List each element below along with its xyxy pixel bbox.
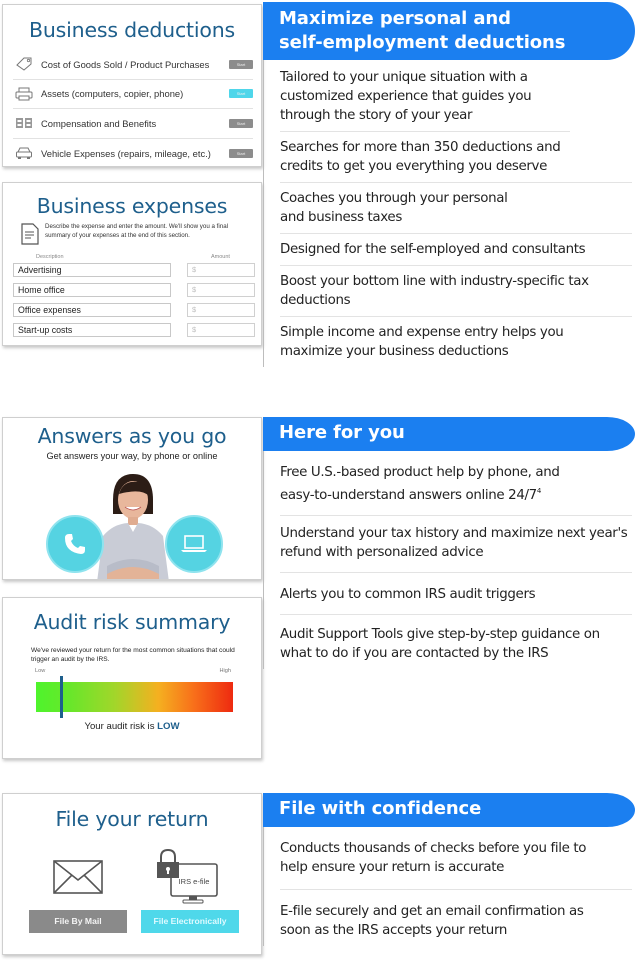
deduction-row-vehicle bbox=[13, 139, 253, 169]
card-title: Business expenses bbox=[36, 194, 228, 218]
feature-file-confidence bbox=[263, 793, 635, 946]
card-title: Audit risk summary bbox=[33, 610, 231, 634]
expense-amount-field[interactable]: $ bbox=[187, 283, 255, 297]
feature-item: Free U.S.-based product help by phone, and easy-to-understand answers online $24/7^4$ bbox=[280, 457, 632, 516]
audit-description: We've reviewed your return for the most common situations that could trigger an audit by the IRS. bbox=[31, 647, 235, 663]
business-deductions-card bbox=[2, 4, 262, 167]
svg-text:IRS e-file: IRS e-file bbox=[178, 877, 210, 886]
feature-item: Searches for more than 350 deductions and credits to get you everything you deserve bbox=[280, 132, 632, 183]
card-title: Answers as you go bbox=[37, 424, 227, 448]
audit-scale bbox=[35, 668, 231, 674]
expenses-description bbox=[21, 223, 251, 250]
column-header-amount: Amount bbox=[211, 254, 230, 260]
card-title: Business deductions bbox=[29, 18, 235, 42]
risk-marker bbox=[60, 676, 63, 718]
support-agent-photo bbox=[83, 470, 183, 580]
expenses-column-headers bbox=[3, 254, 261, 260]
start-button[interactable]: Start bbox=[229, 89, 253, 98]
expense-row bbox=[13, 323, 261, 337]
feature-item: Alerts you to common IRS audit triggers bbox=[280, 573, 632, 615]
compensation-icon bbox=[13, 115, 35, 131]
card-title: File your return bbox=[55, 807, 209, 831]
feature-list bbox=[263, 827, 635, 946]
feature-list bbox=[263, 60, 635, 367]
feature-item: Boost your bottom line with industry-specific tax deductions bbox=[280, 266, 632, 317]
feature-heading-banner bbox=[263, 2, 635, 60]
audit-risk-meter bbox=[36, 682, 233, 712]
audit-result-value: LOW bbox=[157, 721, 180, 732]
start-button[interactable]: Start bbox=[229, 149, 253, 158]
deduction-row-cogs bbox=[13, 50, 253, 80]
expense-row bbox=[13, 263, 261, 277]
footnote-marker: 4 bbox=[536, 487, 541, 495]
laptop-icon bbox=[180, 534, 208, 554]
deduction-row-assets bbox=[13, 80, 253, 110]
expense-amount-field[interactable]: $ bbox=[187, 303, 255, 317]
feature-heading: File with confidence bbox=[279, 798, 482, 819]
feature-item: E-file securely and get an email confirmation as soon as the IRS accepts your return bbox=[280, 904, 584, 938]
deduction-label: Vehicle Expenses (repairs, mileage, etc.) bbox=[41, 147, 211, 159]
feature-heading: Here for you bbox=[279, 422, 405, 443]
deductions-list bbox=[13, 50, 253, 168]
start-button[interactable]: Start bbox=[229, 119, 253, 128]
scale-low-label: Low bbox=[35, 668, 46, 674]
expense-description-field[interactable]: Office expenses bbox=[13, 303, 171, 317]
printer-icon bbox=[13, 86, 35, 102]
expense-amount-field[interactable]: $ bbox=[187, 263, 255, 277]
business-expenses-card bbox=[2, 182, 262, 346]
envelope-icon bbox=[53, 860, 103, 894]
document-icon bbox=[21, 223, 39, 250]
risk-gradient-bar bbox=[36, 682, 233, 712]
tag-icon bbox=[13, 56, 35, 72]
deduction-label: Cost of Goods Sold / Product Purchases bbox=[41, 58, 210, 70]
feature-item: Coaches you through your personal and business taxes bbox=[280, 183, 632, 234]
online-support-button[interactable] bbox=[165, 515, 223, 573]
feature-list bbox=[263, 451, 635, 669]
phone-icon bbox=[63, 532, 87, 556]
expense-description-field[interactable]: Home office bbox=[13, 283, 171, 297]
car-icon bbox=[13, 145, 35, 161]
expense-description-field[interactable]: Advertising bbox=[13, 263, 171, 277]
file-by-mail-button[interactable]: File By Mail bbox=[29, 910, 127, 933]
file-electronically-button[interactable]: File Electronically bbox=[141, 910, 239, 933]
answers-subtitle: Get answers your way, by phone or online bbox=[46, 451, 218, 461]
file-return-card bbox=[2, 793, 262, 955]
feature-here-for-you bbox=[263, 417, 635, 669]
expense-row bbox=[13, 283, 261, 297]
expense-row bbox=[13, 303, 261, 317]
answers-card bbox=[2, 417, 262, 580]
irs-efile-icon bbox=[155, 848, 219, 906]
feature-heading-banner bbox=[263, 417, 635, 451]
deduction-label: Assets (computers, copier, phone) bbox=[41, 88, 184, 100]
expenses-instructions: Describe the expense and enter the amount. We'll show you a final summary of your expenses at the end of this section. bbox=[45, 223, 229, 239]
audit-result-prefix: Your audit risk is bbox=[84, 721, 158, 732]
deduction-label: Compensation and Benefits bbox=[41, 117, 157, 129]
expense-amount-field[interactable]: $ bbox=[187, 323, 255, 337]
feature-item: Designed for the self-employed and consultants bbox=[280, 234, 632, 266]
feature-heading-banner bbox=[263, 793, 635, 827]
audit-risk-card bbox=[2, 597, 262, 759]
start-button[interactable]: Start bbox=[229, 60, 253, 69]
column-header-description: Description bbox=[36, 254, 64, 260]
phone-support-button[interactable] bbox=[46, 515, 104, 573]
feature-item: Audit Support Tools give step-by-step guidance on what to do if you are contacted by the IRS bbox=[280, 627, 600, 661]
deduction-row-compensation bbox=[13, 109, 253, 139]
audit-result bbox=[3, 721, 261, 732]
feature-deductions bbox=[263, 2, 635, 367]
expense-description-field[interactable]: Start-up costs bbox=[13, 323, 171, 337]
scale-high-label: High bbox=[219, 668, 231, 674]
feature-item: Conducts thousands of checks before you file to help ensure your return is accurate bbox=[280, 833, 632, 890]
feature-item: Tailored to your unique situation with a customized experience that guides you through the story of your year bbox=[280, 62, 570, 132]
feature-item: Simple income and expense entry helps you maximize your business deductions bbox=[280, 325, 564, 359]
feature-heading: Maximize personal and self-employment deductions bbox=[279, 8, 566, 53]
feature-item: Understand your tax history and maximize next year's refund with personalized advice bbox=[280, 516, 632, 573]
